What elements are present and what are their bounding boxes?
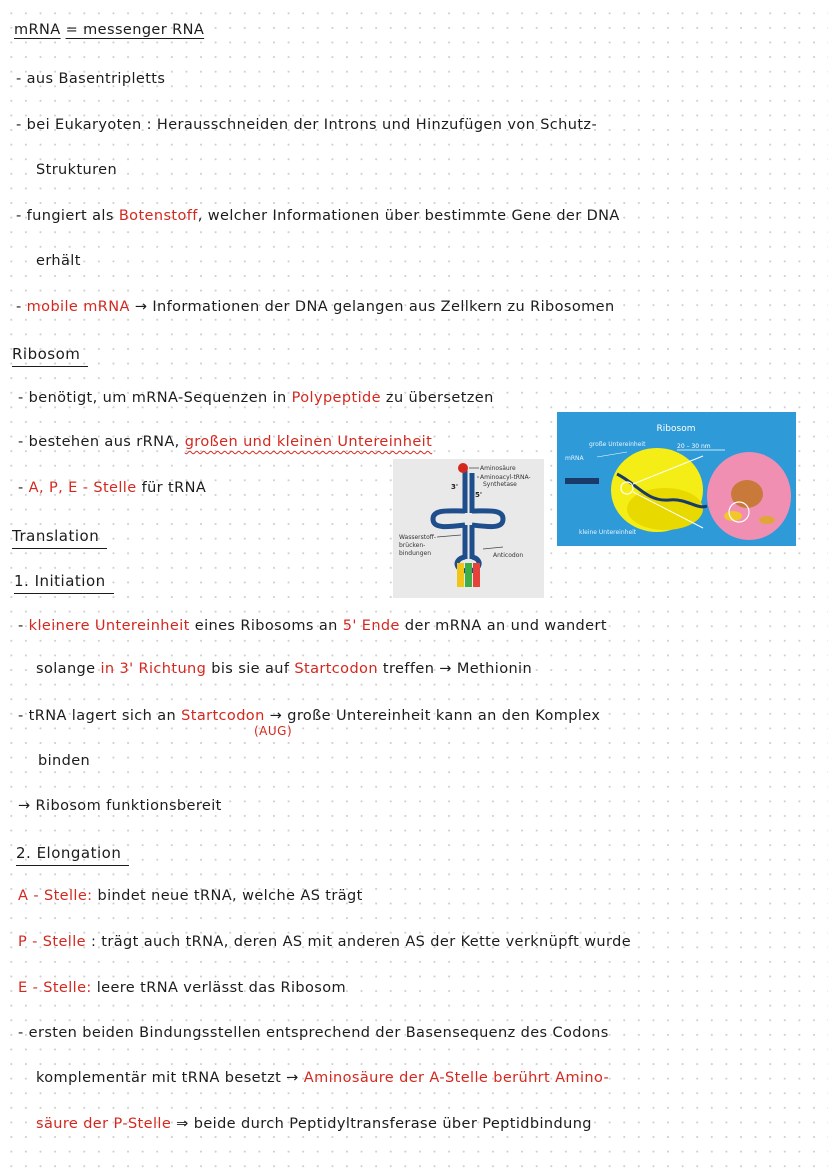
label-aminosaeure: Aminosäure xyxy=(480,465,516,472)
text-fragment: zu übersetzen xyxy=(380,390,494,406)
text-fragment: ⇒ beide durch Peptidyltransferase über Peptidbindung xyxy=(171,1116,592,1132)
text-fragment: für tRNA xyxy=(136,480,207,496)
amino-acid-dot xyxy=(458,463,468,473)
label-synthetase-1: Aminoacyl-tRNA- xyxy=(480,474,531,481)
text-fragment: eines Ribosoms an xyxy=(189,618,343,634)
mrna-bullet-eukaryoten: - bei Eukaryoten : Herausschneiden der Introns und Hinzufügen von Schutz- xyxy=(16,117,598,133)
step-elongation-heading: 2. Elongation xyxy=(16,844,122,862)
mrna-title-definition: = messenger RNA xyxy=(65,22,205,38)
text-fragment: der mRNA an und wandert xyxy=(399,618,607,634)
ribosom-bullet-untereinheit xyxy=(18,434,432,450)
label-anticodon: Anticodon xyxy=(493,552,524,559)
a-stelle-line xyxy=(18,888,363,904)
highlight-kleinere-untereinheit: kleinere Untereinheit xyxy=(28,618,190,634)
text-fragment: - benötigt, um mRNA-Sequenzen in xyxy=(18,390,292,406)
text-fragment: solange xyxy=(36,661,101,677)
text-fragment: komplementär mit tRNA besetzt → xyxy=(36,1070,304,1086)
initiation-line-2 xyxy=(36,661,532,677)
mrna-strip xyxy=(565,478,599,484)
cell-nucleus xyxy=(731,480,763,508)
text-fragment: : trägt auch tRNA, deren AS mit anderen AS der Kette verknüpft wurde xyxy=(85,934,632,950)
label-wasserstoff-3: bindungen xyxy=(399,550,431,557)
text-fragment: treffen → Methionin xyxy=(377,661,533,677)
anticodon-base-2 xyxy=(465,563,472,587)
codon-aug-note: (AUG) xyxy=(254,724,293,738)
label-e-stelle: E - Stelle: xyxy=(18,980,92,996)
ribosom-bullet-polypeptide xyxy=(18,390,494,406)
cell-organelle-2 xyxy=(759,516,775,524)
anticodon-base-1 xyxy=(457,563,464,587)
text-fragment: - xyxy=(18,618,29,634)
mrna-title-term: mRNA xyxy=(14,22,61,38)
translation-heading: Translation xyxy=(12,527,100,545)
mrna-bullet-botenstoff xyxy=(16,208,620,224)
highlight-untereinheit: großen und kleinen Untereinheit xyxy=(184,434,433,450)
mrna-title xyxy=(14,22,204,38)
mrna-bullet-eukaryoten-cont: Strukturen xyxy=(36,162,118,178)
p-stelle-line xyxy=(18,934,631,950)
label-a-stelle: A - Stelle: xyxy=(18,888,93,904)
text-fragment: - xyxy=(18,480,29,496)
mrna-bullet-botenstoff-cont: erhält xyxy=(36,253,81,269)
text-fragment: leere tRNA verlässt das Ribosom xyxy=(91,980,347,996)
label-mrna: mRNA xyxy=(565,455,584,462)
mrna-bullet-tripletts: - aus Basentripletts xyxy=(16,71,166,87)
trna-figure xyxy=(393,459,544,598)
label-scale: 20 – 30 nm xyxy=(677,443,711,450)
highlight-polypeptide: Polypeptide xyxy=(291,390,381,406)
label-synthetase-2: Synthetase xyxy=(483,481,517,488)
label-3-prime: 3' xyxy=(451,483,459,491)
ribosom-heading: Ribosom xyxy=(12,345,81,363)
text-fragment: → große Untereinheit kann an den Komplex xyxy=(264,708,601,724)
anticodon-base-3 xyxy=(473,563,480,587)
label-wasserstoff-1: Wasserstoff- xyxy=(399,534,437,541)
step-initiation-heading: 1. Initiation xyxy=(14,572,106,590)
text-fragment: - bestehen aus rRNA, xyxy=(18,434,185,450)
elongation-line-2 xyxy=(36,1070,609,1086)
elongation-line-3 xyxy=(36,1116,592,1132)
label-kleine-untereinheit: kleine Untereinheit xyxy=(579,529,637,536)
highlight-aminosaeure-a: Aminosäure der A-Stelle berührt Amino- xyxy=(303,1070,610,1086)
initiation-line-3 xyxy=(18,708,600,724)
label-grosse-untereinheit: große Untereinheit xyxy=(589,441,646,448)
highlight-5-ende: 5' Ende xyxy=(342,618,400,634)
text-fragment: bis sie auf xyxy=(206,661,295,677)
ribosome-figure-title: Ribosom xyxy=(656,424,696,434)
highlight-startcodon: Startcodon xyxy=(294,661,378,677)
text-fragment: - fungiert als xyxy=(16,208,119,224)
text-fragment: , welcher Informationen über bestimmte Gene der DNA xyxy=(197,208,620,224)
elongation-line-1: - ersten beiden Bindungsstellen entsprechend der Basensequenz des Codons xyxy=(18,1025,609,1041)
text-fragment: - tRNA lagert sich an xyxy=(18,708,182,724)
label-p-stelle: P - Stelle xyxy=(18,934,86,950)
initiation-line-4: binden xyxy=(38,753,91,769)
highlight-botenstoff: Botenstoff xyxy=(118,208,198,224)
ribosom-bullet-stellen xyxy=(18,480,206,496)
label-5-prime: 5' xyxy=(475,491,483,499)
initiation-result: → Ribosom funktionsbereit xyxy=(18,798,222,814)
highlight-ape-stelle: A, P, E - Stelle xyxy=(28,480,137,496)
highlight-mobile-mrna: mobile mRNA xyxy=(26,299,130,315)
e-stelle-line xyxy=(18,980,346,996)
label-wasserstoff-2: brücken- xyxy=(399,542,426,549)
text-fragment: bindet neue tRNA, welche AS trägt xyxy=(92,888,363,904)
highlight-startcodon-2: Startcodon xyxy=(181,708,265,724)
ribosome-figure xyxy=(557,412,796,546)
highlight-3-richtung: in 3' Richtung xyxy=(100,661,207,677)
initiation-line-1 xyxy=(18,618,607,634)
highlight-aminosaeure-p: säure der P-Stelle xyxy=(36,1116,172,1132)
mrna-bullet-mobile xyxy=(16,299,615,315)
text-fragment: → Informationen der DNA gelangen aus Zellkern zu Ribosomen xyxy=(129,299,615,315)
text-fragment: - xyxy=(16,299,27,315)
